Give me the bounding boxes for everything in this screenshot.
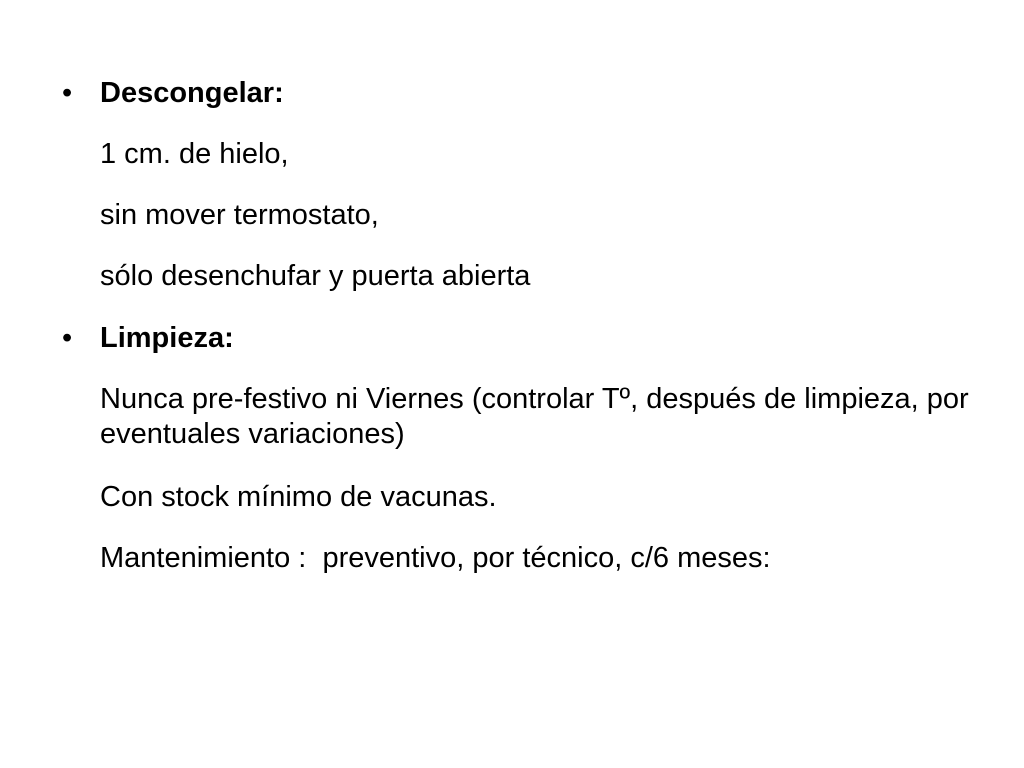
heading-descongelar: Descongelar: bbox=[100, 77, 284, 109]
heading-limpieza: Limpieza: bbox=[100, 322, 234, 354]
descongelar-line-2: sin mover termostato, bbox=[100, 199, 379, 231]
bullet-descongelar: • bbox=[62, 77, 73, 109]
bullet-limpieza: • bbox=[62, 322, 73, 354]
descongelar-line-3: sólo desenchufar y puerta abierta bbox=[100, 260, 531, 292]
descongelar-line-1: 1 cm. de hielo, bbox=[100, 138, 289, 170]
limpieza-line-1: Nunca pre-festivo ni Viernes (controlar Tº, después de limpieza, por eventuales variaciones) bbox=[100, 383, 969, 450]
limpieza-line-2: Con stock mínimo de vacunas. bbox=[100, 481, 497, 513]
limpieza-line-3: Mantenimiento : preventivo, por técnico, c/6 meses: bbox=[100, 542, 771, 574]
